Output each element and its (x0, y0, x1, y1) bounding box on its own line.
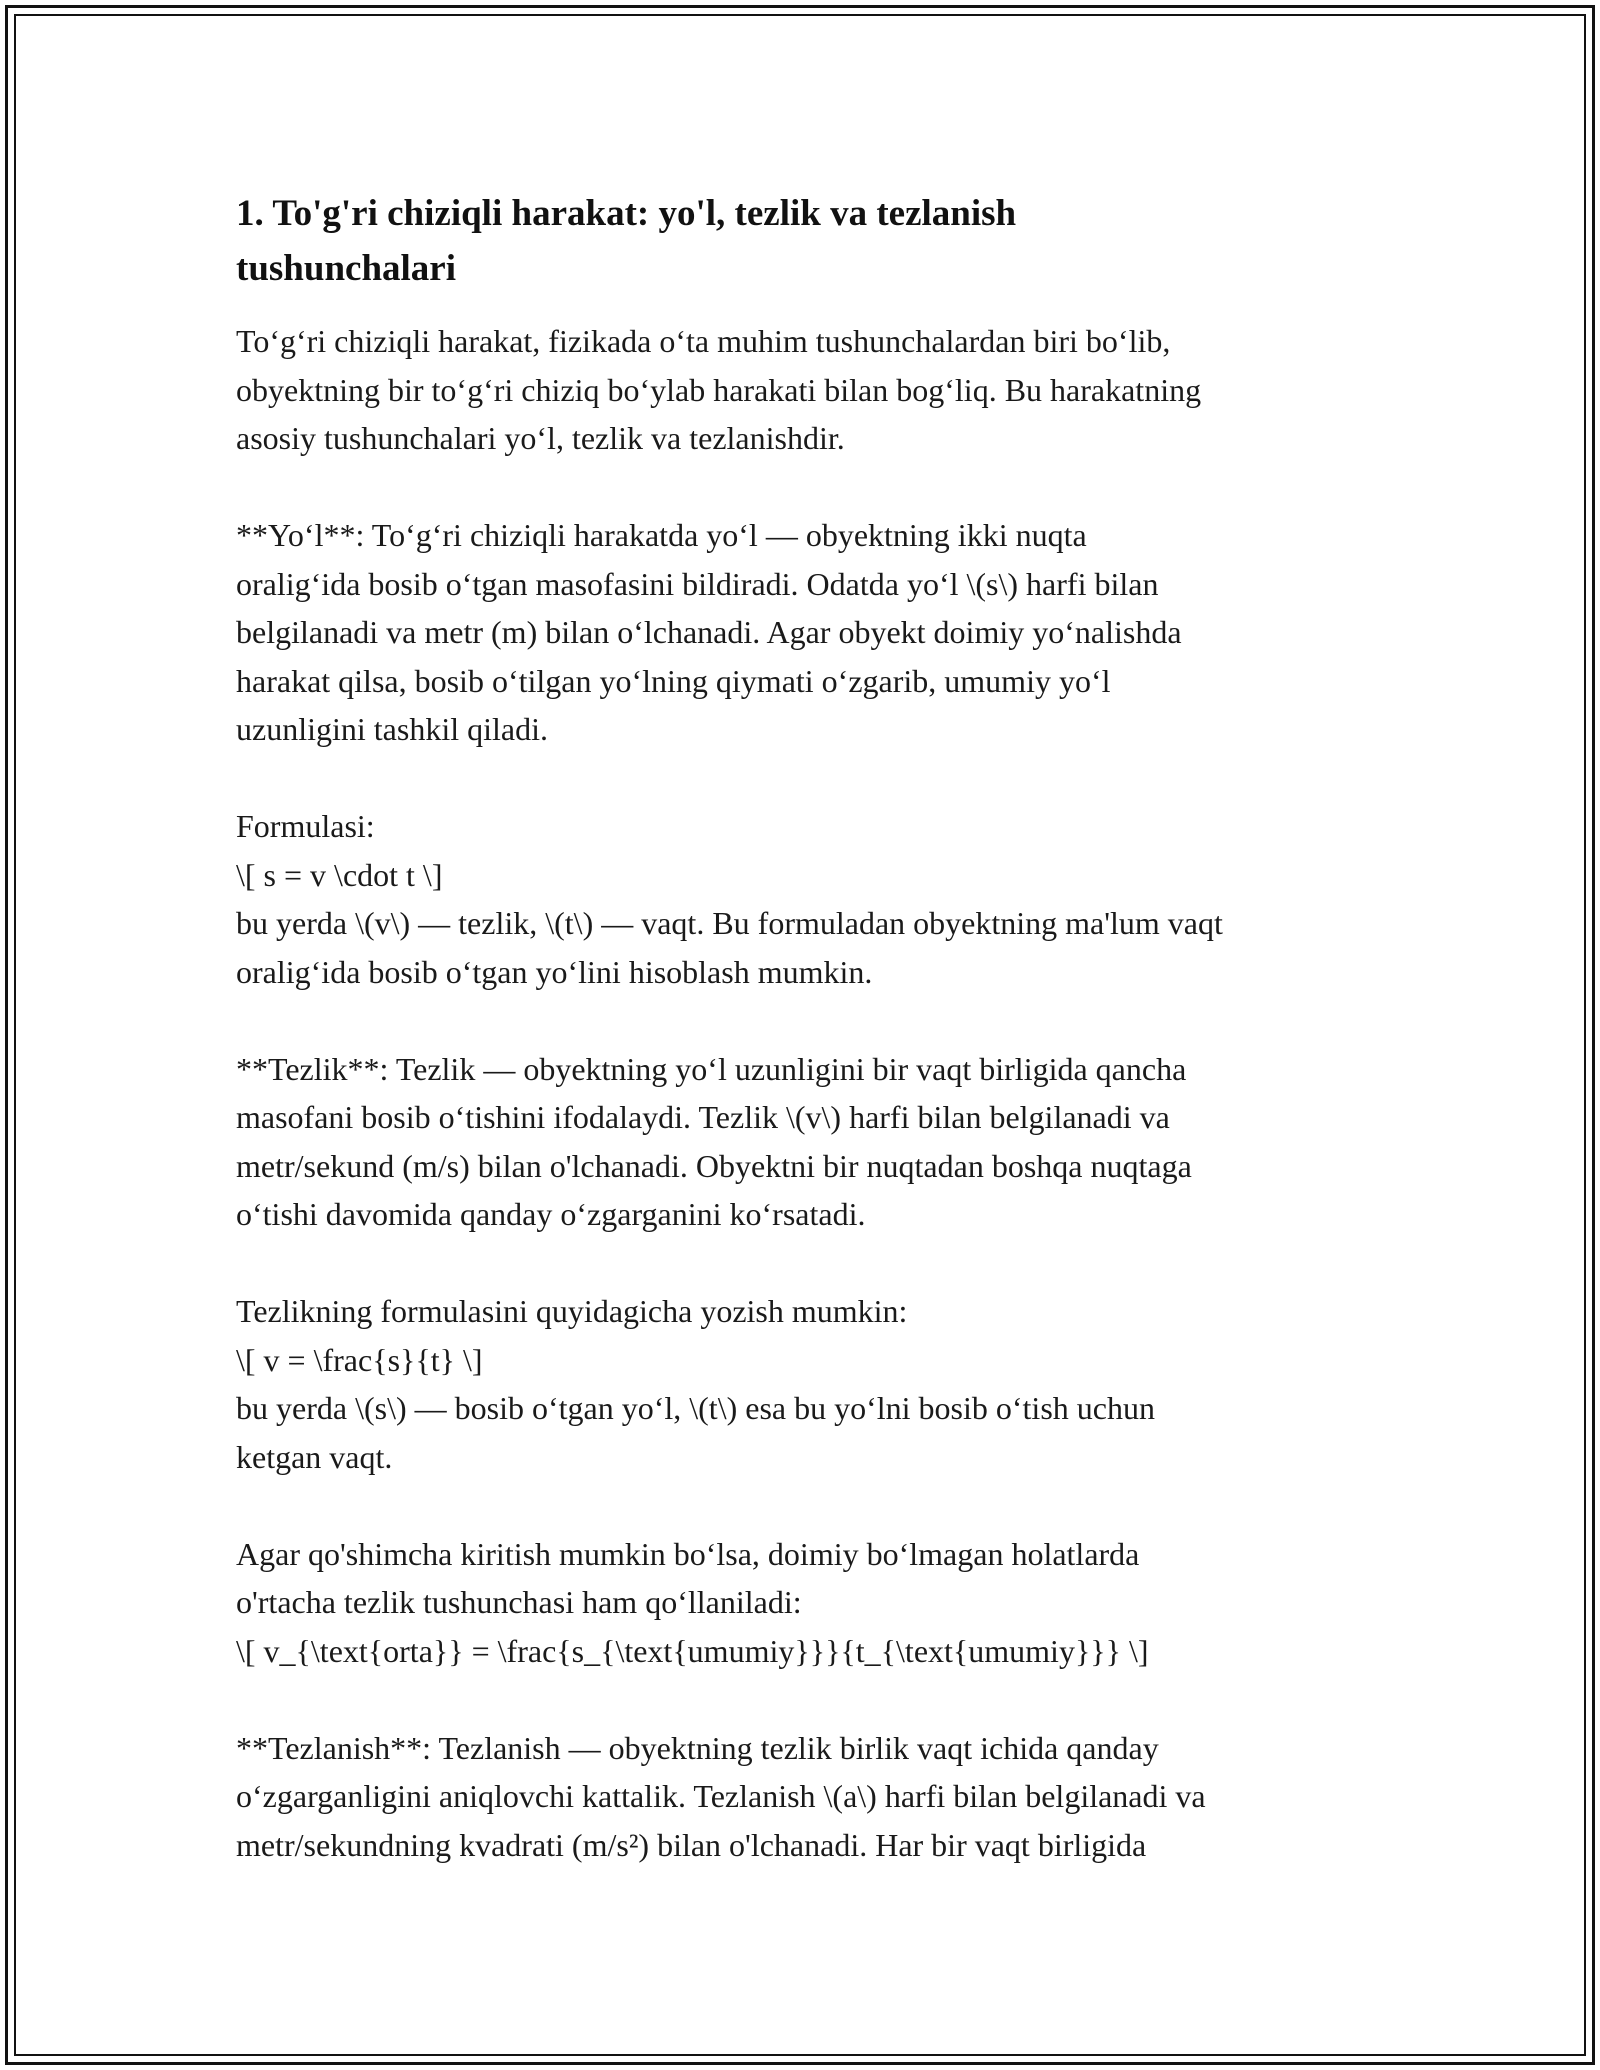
text-line: Agar qo'shimcha kiritish mumkin bo‘lsa, doimiy bo‘lmagan holatlarda (236, 1535, 1140, 1572)
text-line: masofani bosib o‘tishini ifodalaydi. Tezlik \(v\) harfi bilan belgilanadi va (236, 1099, 1170, 1135)
intro-paragraph (236, 317, 1376, 463)
text-line: o‘tishi davomida qanday o‘zgarganini ko‘rsatadi. (236, 1196, 866, 1232)
text-line: oralig‘ida bosib o‘tgan yo‘lini hisoblash mumkin. (236, 953, 873, 990)
text-line: **Tezlik**: Tezlik — obyektning yo‘l uzunligini bir vaqt birligida qancha (236, 1050, 1187, 1087)
text-line: **Tezlanish**: Tezlanish — obyektning tezlik birlik vaqt ichida qanday (236, 1729, 1159, 1766)
text-line: uzunligini tashkil qiladi. (236, 711, 548, 747)
text-line: obyektning bir to‘g‘ri chiziq bo‘ylab harakati bilan bog‘liq. Bu harakatning (236, 371, 1202, 408)
text-line: metr/sekund (m/s) bilan o'lchanadi. Obyektni bir nuqtadan boshqa nuqtaga (236, 1147, 1192, 1184)
section-title (236, 186, 1376, 296)
formula-line: \[ v = \frac{s}{t} \] (236, 1341, 483, 1378)
text-line: asosiy tushunchalari yo‘l, tezlik va tezlanishdir. (236, 420, 845, 456)
velocity-formula-paragraph (236, 1287, 1376, 1481)
text-line: o'rtacha tezlik tushunchasi ham qo‘llaniladi: (236, 1584, 802, 1620)
text-line: bu yerda \(s\) — bosib o‘tgan yo‘l, \(t\) esa bu yo‘lni bosib o‘tish uchun (236, 1390, 1155, 1426)
text-line: o‘zgarganligini aniqlovchi kattalik. Tezlanish \(a\) harfi bilan belgilanadi va (236, 1778, 1206, 1814)
document-body (236, 186, 1376, 1918)
tezlik-paragraph (236, 1045, 1376, 1239)
formula-line: \[ s = v \cdot t \] (236, 856, 443, 893)
text-line: belgilanadi va metr (m) bilan o‘lchanadi. Agar obyekt doimiy yo‘nalishda (236, 614, 1182, 650)
text-line: **Yo‘l**: To‘g‘ri chiziqli harakatda yo‘l — obyektning ikki nuqta (236, 517, 1087, 553)
yol-paragraph (236, 511, 1376, 754)
path-formula-paragraph (236, 802, 1376, 996)
text-line: harakat qilsa, bosib o‘tilgan yo‘lning qiymati o‘zgarib, umumiy yo‘l (236, 662, 1111, 699)
text-line: To‘g‘ri chiziqli harakat, fizikada o‘ta muhim tushunchalardan biri bo‘lib, (236, 323, 1171, 359)
tezlanish-paragraph (236, 1724, 1376, 1870)
formula-line: \[ v_{\text{orta}} = \frac{s_{\text{umumiy}}}{t_{\text{umumiy}}} \] (236, 1632, 1149, 1669)
text-line: Tezlikning formulasini quyidagicha yozish mumkin: (236, 1293, 908, 1329)
title-line: 1. To'g'ri chiziqli harakat: yo'l, tezlik va tezlanish (236, 193, 1017, 234)
title-line: tushunchalari (236, 248, 457, 289)
text-line: oralig‘ida bosib o‘tgan masofasini bildiradi. Odatda yo‘l \(s\) harfi bilan (236, 565, 1159, 602)
text-line: ketgan vaqt. (236, 1438, 393, 1475)
text-line: metr/sekundning kvadrati (m/s²) bilan o'lchanadi. Har bir vaqt birligida (236, 1826, 1147, 1863)
text-line: bu yerda \(v\) — tezlik, \(t\) — vaqt. Bu formuladan obyektning ma'lum vaqt (236, 905, 1223, 941)
text-line: Formulasi: (236, 808, 375, 844)
average-velocity-paragraph (236, 1530, 1376, 1676)
